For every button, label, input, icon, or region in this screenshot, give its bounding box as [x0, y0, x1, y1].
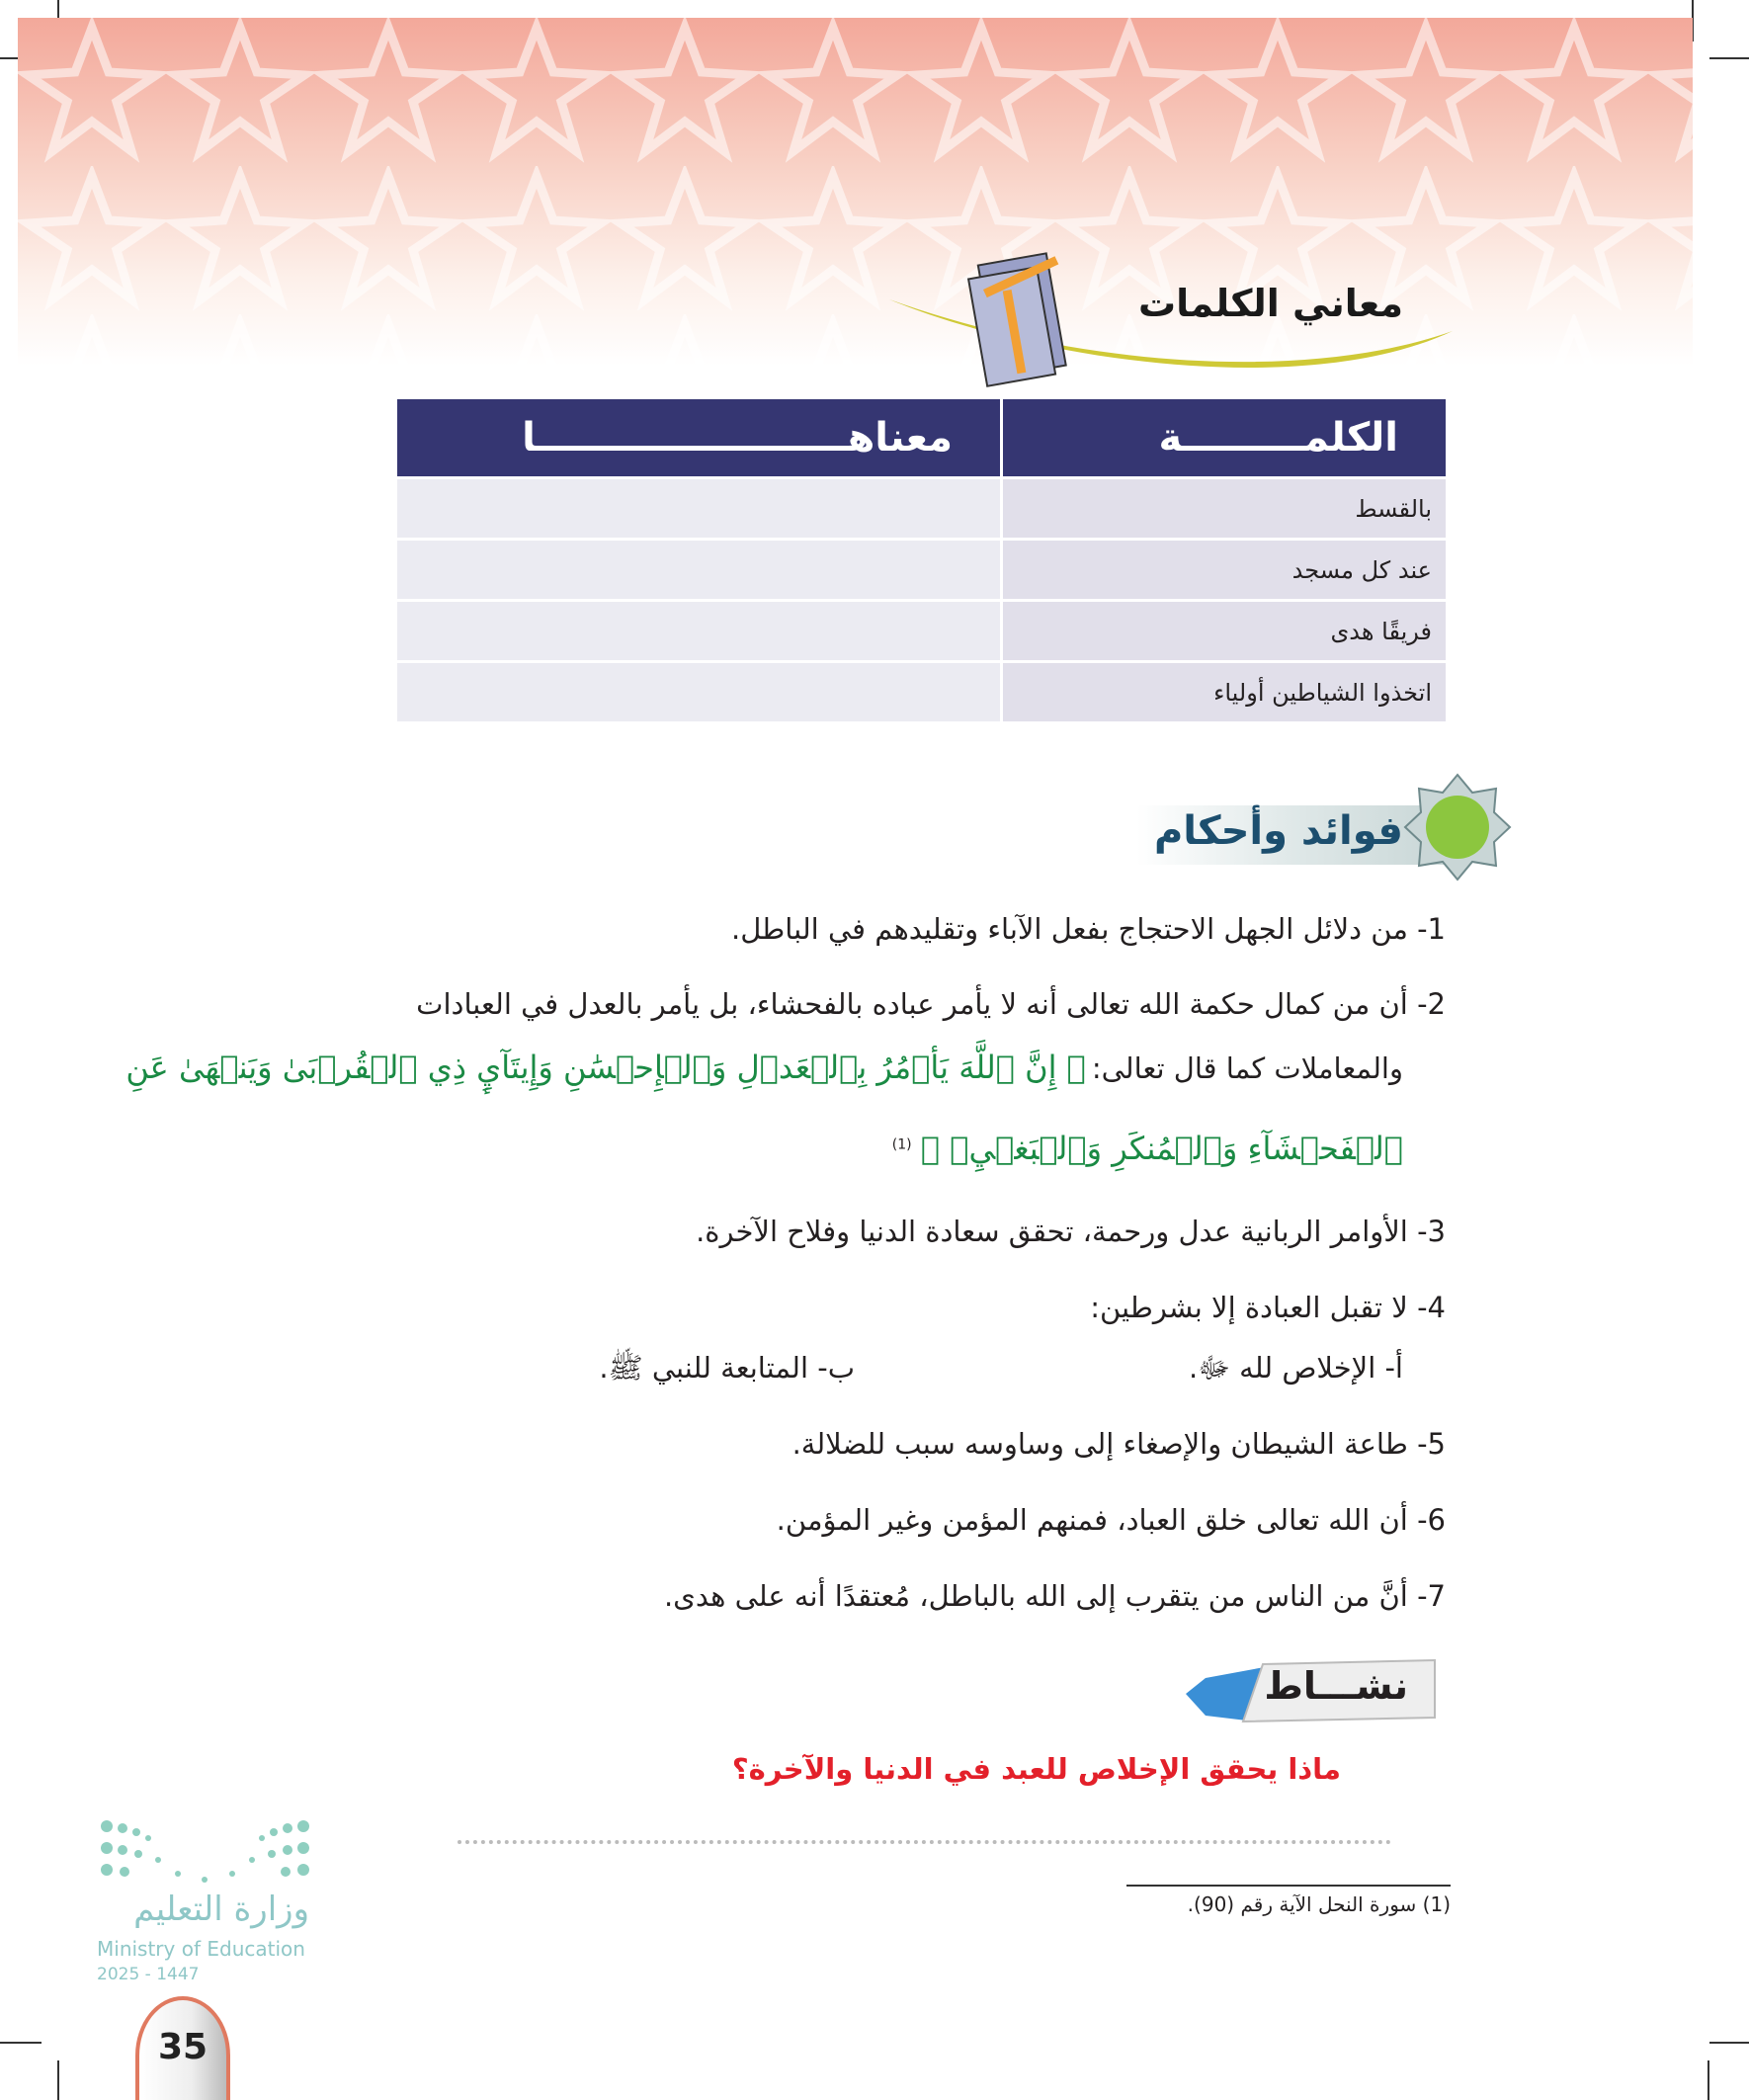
crop-mark [0, 2042, 42, 2044]
ministry-logo-year: 2025 - 1447 [97, 1965, 200, 1984]
activity-question: ماذا يحقق الإخلاص للعبد في الدنيا والآخرة؟ [731, 1752, 1341, 1786]
crop-mark [1707, 2060, 1709, 2100]
crop-mark [1709, 57, 1749, 59]
quran-verse-line-2: ٱلۡفَحۡشَآءِ وَٱلۡمُنكَرِ وَٱلۡبَغۡيِۚ ﴾ [920, 1130, 1403, 1167]
footnote-divider [1126, 1885, 1451, 1887]
column-header-word: الكلمـــــــــة [1000, 399, 1446, 476]
crop-mark [57, 2060, 59, 2100]
meaning-cell[interactable] [397, 538, 1000, 599]
column-header-meaning: معناهـــــــــــــــــــــــا [397, 399, 1000, 476]
condition-b: ب- المتابعة للنبي ﷺ. [599, 1351, 855, 1385]
octagram-badge-icon [1403, 773, 1512, 882]
meaning-cell[interactable] [397, 476, 1000, 538]
benefit-item-7: 7- أنَّ من الناس من يتقرب إلى الله بالباطل، مُعتقدًا أنه على هدى. [663, 1579, 1446, 1613]
benefit-item-5: 5- طاعة الشيطان والإصغاء إلى وساوسه سبب للضلالة. [791, 1427, 1446, 1461]
word-cell: عند كل مسجد [1000, 538, 1446, 599]
word-cell: فريقًا هدى [1000, 599, 1446, 660]
word-cell: اتخذوا الشياطين أولياء [1000, 660, 1446, 721]
answer-line[interactable] [458, 1840, 1391, 1844]
table-row [397, 476, 1446, 538]
meaning-cell[interactable] [397, 599, 1000, 660]
footnote-text: (1) سورة النحل الآية رقم (90). [1187, 1892, 1451, 1916]
benefit-item-4: 4- لا تقبل العبادة إلا بشرطين: [1090, 1291, 1446, 1324]
activity-title: نشـــاط [1264, 1664, 1408, 1708]
ministry-logo-arabic: وزارة التعليم [133, 1890, 309, 1929]
quran-verse-line-1: ﴿ إِنَّ ٱللَّهَ يَأۡمُرُ بِٱلۡعَدۡلِ وَٱلۡإِحۡسَٰنِ وَإِيتَآيِٕ ذِي ٱلۡقُرۡبَىٰ وَيَنۡهَىٰ عَنِ [125, 1049, 1086, 1086]
benefit-item-6: 6- أن الله تعالى خلق العباد، فمنهم المؤمن وغير المؤمن. [776, 1503, 1446, 1537]
quran-verse-line-2-wrap [892, 1129, 1403, 1170]
ministry-logo-dots-icon [99, 1816, 311, 1886]
benefit-item-1: 1- من دلائل الجهل الاحتجاج بفعل الآباء وتقليدهم في الباطل. [731, 912, 1446, 946]
crop-mark [1709, 2042, 1749, 2044]
table-row [397, 599, 1446, 660]
vocabulary-table [397, 399, 1446, 721]
benefit-item-2-continuation [125, 1048, 1403, 1089]
table-row [397, 538, 1446, 599]
table-row [397, 660, 1446, 721]
footnote-reference: (1) [891, 1136, 912, 1153]
meaning-cell[interactable] [397, 660, 1000, 721]
benefits-title: فوائد وأحكام [1153, 808, 1403, 854]
section-title-word-meanings: معاني الكلمات [1137, 282, 1403, 325]
page-number: 35 [158, 2027, 208, 2067]
condition-a: أ- الإخلاص لله ﷻ. [1188, 1351, 1403, 1385]
benefit-item-2: 2- أن من كمال حكمة الله تعالى أنه لا يأمر عباده بالفحشاء، بل يأمر بالعدل في العبادات [416, 987, 1446, 1021]
item-2-continuation-text: والمعاملات كما قال تعالى: [1091, 1051, 1403, 1085]
benefit-item-3: 3- الأوامر الربانية عدل ورحمة، تحقق سعادة الدنيا وفلاح الآخرة. [696, 1215, 1446, 1248]
word-cell: بالقسط [1000, 476, 1446, 538]
ministry-logo-english: Ministry of Education [97, 1937, 305, 1961]
